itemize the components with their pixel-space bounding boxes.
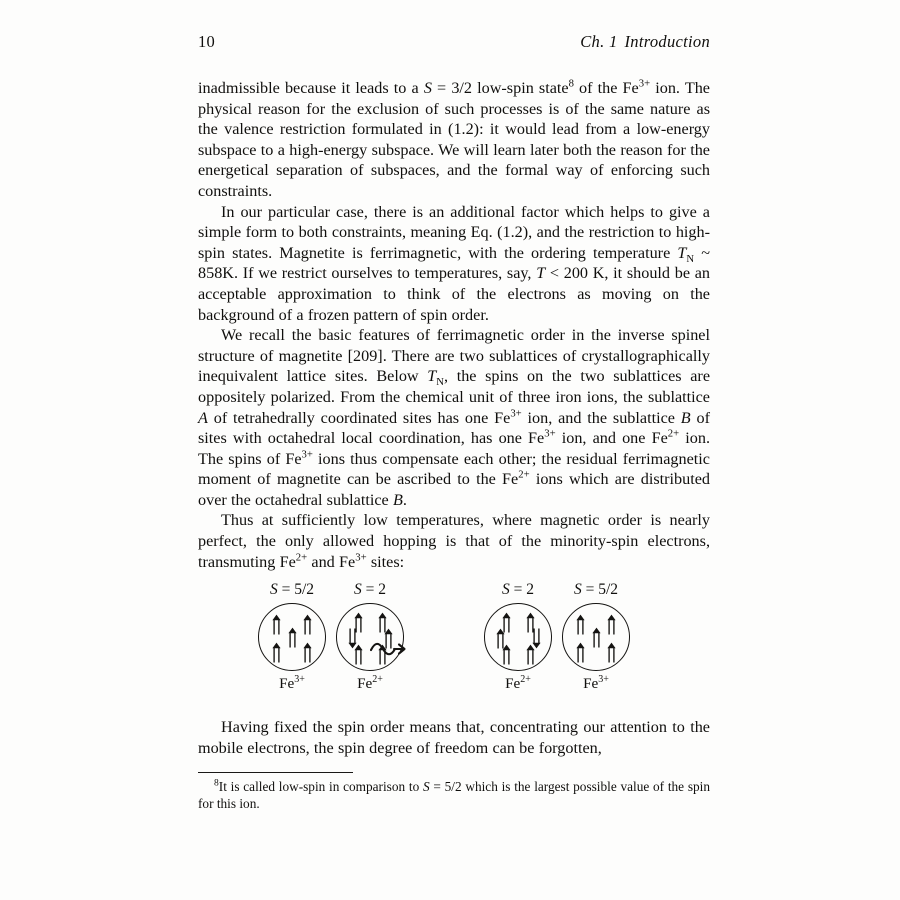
p3-text-e: of sites with octahedral local coordination, has one Fe: [198, 408, 710, 448]
fe3-charge-5: 3+: [355, 551, 367, 564]
spin-hopping-figure: [198, 581, 710, 713]
math-T-N-1: T: [677, 243, 687, 262]
math-T-2: T: [536, 264, 546, 283]
spin-arrow-up-icon: [272, 614, 281, 635]
fe2-charge-3: 2+: [295, 551, 308, 564]
squiggly-arrow-icon: [370, 637, 410, 663]
p1-text-c: ion. The physical reason for the exclusion of such processes is of the same nature as the valence restriction formulated in (1.2): it would lead from a low-energy subspace to a high-energy subspace. We will learn later both the reason for the energetical separation of subspaces, and the formal way of enforcing such constraints.: [198, 79, 710, 200]
page-number: 10: [198, 32, 215, 51]
spin-value: = 5/2: [277, 581, 315, 599]
ion-circle-3: [484, 603, 552, 671]
paragraph-5: Having fixed the spin order means that, concentrating our attention to the mobile electrons, the spin degree of freedom can be forgotten,: [198, 718, 710, 757]
spin-arrow-up-icon: [526, 644, 535, 665]
footnote-area: [198, 772, 710, 812]
spin-arrow-up-icon: [354, 644, 363, 665]
spin-site-3: [479, 581, 557, 695]
ion-charge: 3+: [294, 674, 305, 686]
ion-label-2: [331, 675, 409, 695]
p2-text-b: ~ 858K. If we restrict ourselves to temperatures, say,: [198, 243, 710, 283]
spin-value: = 2: [509, 581, 534, 599]
math-sublattice-B: B: [680, 408, 691, 427]
spin-arrow-up-icon: [576, 642, 585, 663]
fe3-charge-4: 3+: [301, 448, 313, 461]
math-S-footnote: S: [422, 779, 430, 795]
p3-text-h: ions thus compensate each other; the residual ferrimagnetic moment of magnetite can be ascribed to the Fe: [198, 449, 710, 489]
spin-quantum-label-2: [331, 581, 409, 601]
math-sublattice-A: A: [198, 408, 208, 427]
p4-text-c: sites:: [366, 552, 405, 571]
ion-charge: 2+: [372, 674, 383, 686]
spin-arrow-up-icon: [592, 627, 601, 648]
math-S-symbol: S: [269, 581, 278, 599]
fe3-charge-3: 3+: [544, 427, 556, 440]
figure-row: [198, 581, 710, 713]
ion-symbol: Fe: [279, 675, 295, 693]
p1-text-eq: = 3/2 low-spin state: [431, 79, 569, 97]
spin-value: = 2: [361, 581, 386, 599]
running-head: [198, 32, 710, 52]
ion-label-1: [253, 675, 331, 695]
spin-value: = 5/2: [581, 581, 619, 599]
math-T-N-2: T: [427, 367, 437, 386]
footnote-number: 8: [214, 778, 219, 790]
p3-text-f: ion, and one Fe: [555, 429, 668, 448]
ion-circle-1: [258, 603, 326, 671]
spin-arrow-up-icon: [576, 614, 585, 635]
math-sublattice-B-2: B: [392, 490, 403, 509]
ion-symbol: Fe: [505, 675, 521, 693]
ion-charge: 2+: [520, 674, 531, 686]
spin-quantum-label-3: [479, 581, 557, 601]
ion-symbol: Fe: [357, 675, 373, 693]
spin-arrow-up-icon: [303, 642, 312, 663]
math-S-symbol: S: [573, 581, 582, 599]
spin-quantum-label-4: [557, 581, 635, 601]
spin-arrow-up-icon: [607, 642, 616, 663]
p3-text-a: We recall the basic features of ferrimagnetic order in the inverse spinel structure of magnetite [209]. There are two sublattices of crystallographically inequivalent lattice sites. Below: [198, 326, 710, 386]
footnote-text-a: It is called low-spin in comparison to: [218, 779, 423, 795]
math-S-symbol: S: [354, 581, 362, 599]
paragraph-2: [198, 202, 710, 326]
p3-text-g: ion. The spins of Fe: [198, 429, 710, 468]
math-T-subscript-N-1: N: [686, 252, 695, 265]
spin-arrow-up-icon: [288, 627, 297, 648]
math-S-1: S: [423, 79, 432, 97]
p3-text-b: , the spins on the two sublattices are oppositely polarized. From the chemical unit of three iron ions, the sublattice: [198, 367, 711, 406]
ion-label-4: [557, 675, 635, 695]
p1-text-b: of the Fe: [573, 79, 639, 97]
p1-text-a: inadmissible because it leads to a: [198, 79, 424, 97]
paragraph-1: [198, 78, 710, 202]
ion-symbol: Fe: [583, 675, 599, 693]
text-block: [198, 32, 710, 812]
paragraph-4: [198, 510, 710, 572]
p3-text-d: ion, and the sublattice: [521, 408, 681, 427]
spin-arrow-up-icon: [502, 644, 511, 665]
p3-text-j: .: [402, 490, 407, 509]
chapter-name: Introduction: [624, 32, 710, 51]
spin-site-1: [253, 581, 331, 695]
spin-arrow-up-icon: [272, 642, 281, 663]
math-S-symbol: S: [502, 581, 510, 599]
ion-label-3: [479, 675, 557, 695]
fe2-charge-1: 2+: [667, 427, 680, 440]
p4-text-b: and Fe: [307, 552, 356, 571]
footnote-8: [198, 778, 710, 812]
footnote-text-b: = 5/2 which is the largest possible value of the spin for this ion.: [198, 779, 710, 812]
math-T-subscript-N-2: N: [436, 376, 444, 389]
p3-text-c: of tetrahedrally coordinated sites has one Fe: [207, 408, 511, 427]
ion-charge: 3+: [598, 674, 609, 686]
footnote-marker-inline[interactable]: 8: [568, 77, 574, 90]
paragraph-3: [198, 325, 710, 510]
ion-circle-4: [562, 603, 630, 671]
spin-site-4: [557, 581, 635, 695]
p2-text-c: < 200 K, it should be an acceptable approximation to think of the electrons as moving on the background of a frozen pattern of spin order.: [198, 264, 710, 324]
p3-text-i: ions which are distributed over the octahedral sublattice: [198, 470, 710, 509]
footnote-rule: [198, 772, 353, 773]
chapter-number: Ch. 1: [580, 32, 618, 51]
chapter-title: [580, 32, 710, 52]
fe2-charge-2: 2+: [518, 468, 530, 481]
spin-arrow-up-icon: [607, 614, 616, 635]
spin-arrow-up-icon: [303, 614, 312, 635]
p4-text-a: Thus at sufficiently low temperatures, where magnetic order is nearly perfect, the only allowed hopping is that of the minority-spin electrons, transmuting Fe: [198, 511, 710, 571]
fe3-charge-2: 3+: [510, 407, 522, 420]
fe3-charge-1: 3+: [638, 77, 651, 90]
p2-text-a: In our particular case, there is an additional factor which helps to give a simple form to both constraints, meaning Eq. (1.2), and the restriction to high-spin states. Magnetite is ferrimagnetic, with the ordering temperature: [198, 202, 710, 262]
spin-quantum-label-1: [253, 581, 331, 601]
